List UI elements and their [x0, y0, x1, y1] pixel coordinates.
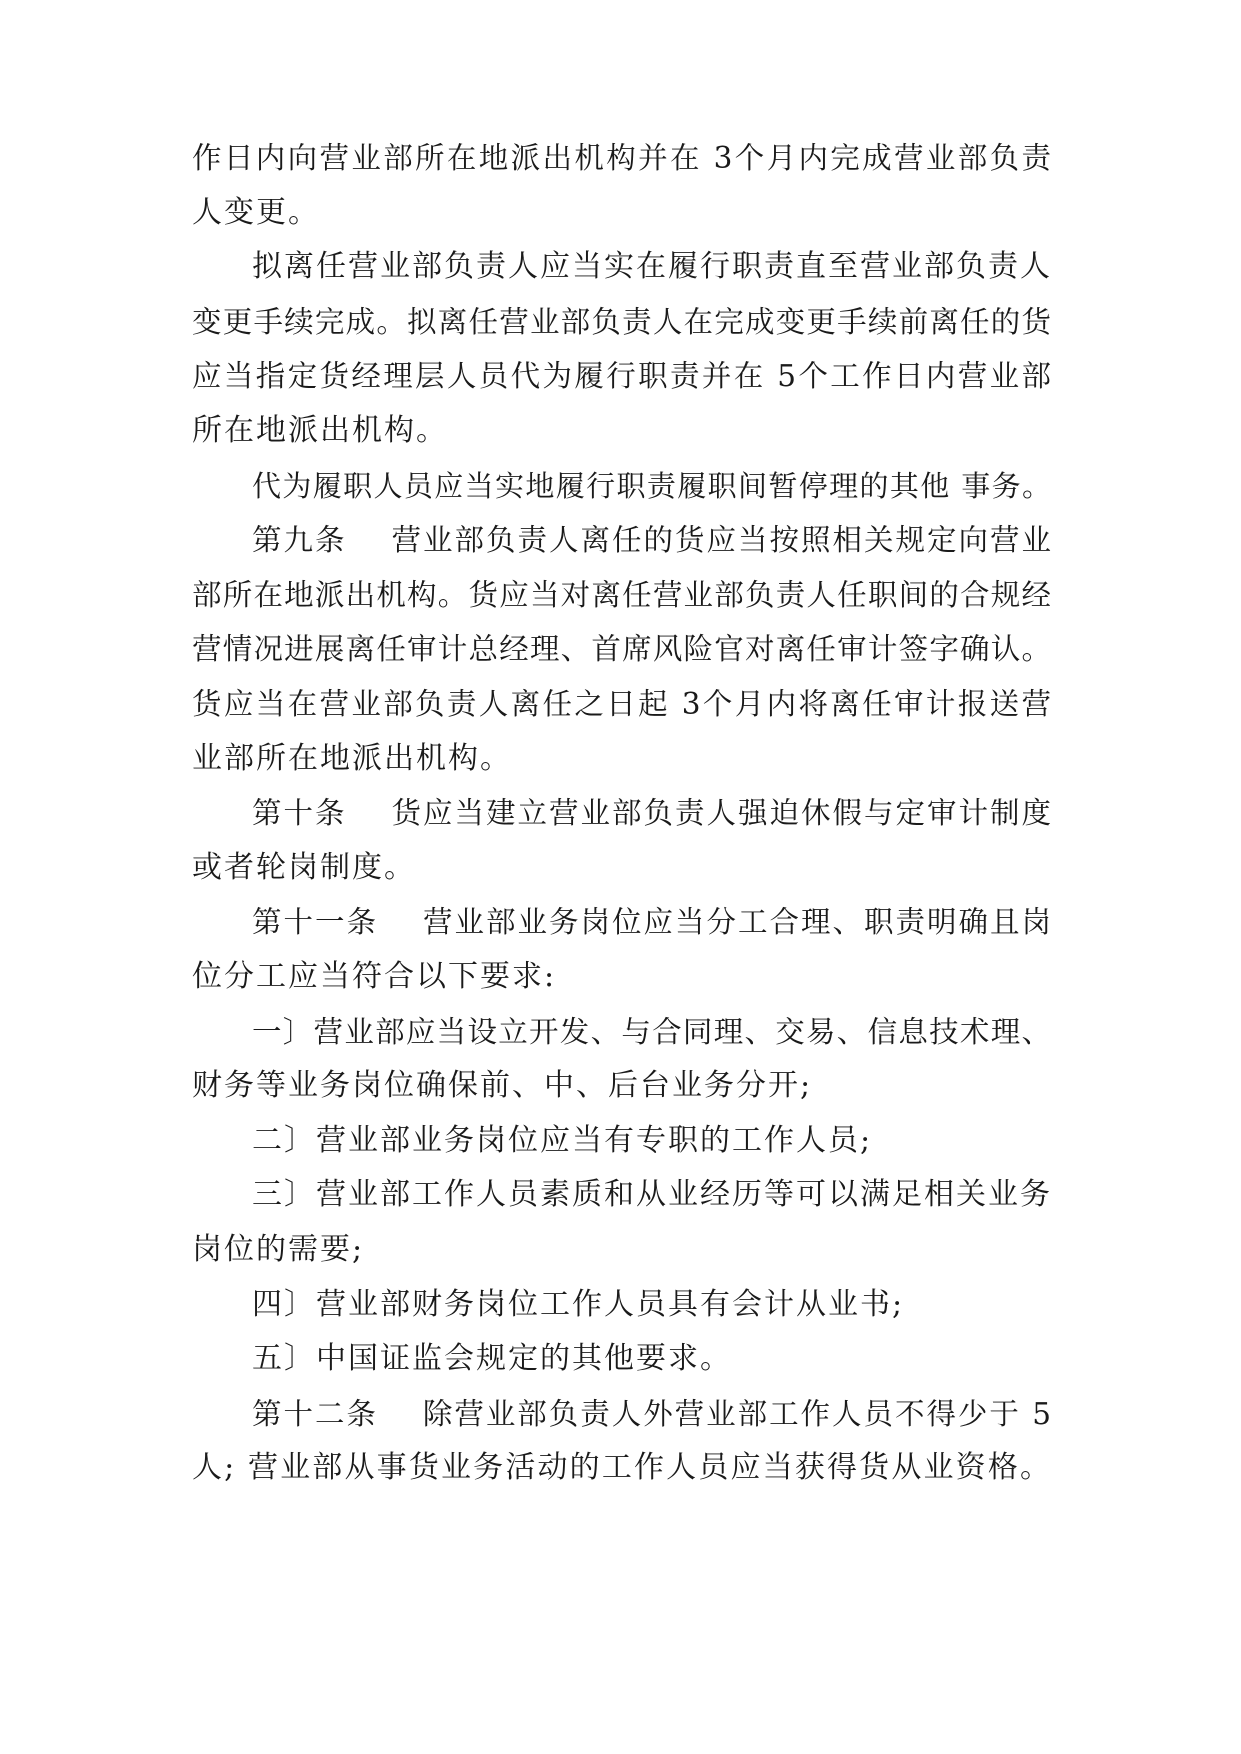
- text-line: [192, 959, 1052, 995]
- text-line: [192, 140, 1052, 176]
- text-line: [252, 1341, 1052, 1377]
- text-line: [252, 1123, 1052, 1159]
- text-line: [192, 358, 1052, 394]
- line-text: 货应当在营业部负责人离任之日起 3个月内将离任审计报送营: [192, 687, 1052, 721]
- line-text: 二〕营业部业务岗位应当有专职的工作人员;: [252, 1122, 873, 1158]
- text-line: [192, 1068, 1052, 1104]
- line-text: 业部所在地派出机构。: [192, 740, 512, 776]
- line-text: 代为履职人员应当实地履行职责履职间暂停理的其他 事务。: [252, 468, 1052, 503]
- line-text: 应当指定货经理层人员代为履行职责并在 5个工作日内营业部: [192, 359, 1052, 394]
- line-text: 部所在地派出机构。货应当对离任营业部负责人任职间的合规经: [192, 577, 1052, 612]
- article-number: 第十二条: [252, 1396, 378, 1431]
- text-line: [252, 468, 1052, 504]
- text-line: [192, 686, 1052, 722]
- line-text: 营情况进展离任审计总经理、首席风险官对离任审计签字确认。: [192, 632, 1052, 667]
- line-text: 所在地派出机构。: [192, 413, 448, 448]
- line-text: 位分工应当符合以下要求:: [192, 959, 557, 994]
- line-text: 或者轮岗制度。: [192, 849, 416, 885]
- line-text: 人; 营业部从事货业务活动的工作人员应当获得货从业资格。: [192, 1450, 1052, 1486]
- text-line: [192, 577, 1052, 613]
- line-text: 一〕营业部应当设立开发、与合同理、交易、信息技术理、: [252, 1014, 1052, 1049]
- article-number: 第九条: [252, 523, 347, 558]
- text-line: [252, 1396, 1052, 1432]
- text-line: [192, 195, 1052, 231]
- text-line: [252, 522, 1052, 558]
- text-line: [192, 850, 1052, 886]
- text-line: [252, 1014, 1052, 1050]
- article-text: 除营业部负责人外营业部工作人员不得少于 5: [421, 1396, 1052, 1431]
- text-line: [252, 1177, 1052, 1213]
- text-line: [252, 1287, 1052, 1323]
- text-line: [252, 795, 1052, 831]
- line-text: 拟离任营业部负责人应当实在履行职责直至营业部负责人: [252, 249, 1052, 285]
- line-text: 岗位的需要;: [192, 1232, 365, 1267]
- article-text: 货应当建立营业部负责人强迫休假与定审计制度: [390, 796, 1052, 831]
- article-text: 营业部业务岗位应当分工合理、职责明确且岗: [422, 905, 1052, 940]
- article-number: 第十一条: [252, 905, 378, 940]
- text-line: [252, 249, 1052, 285]
- text-line: [252, 904, 1052, 940]
- line-text: 三〕营业部工作人员素质和从业经历等可以满足相关业务: [252, 1177, 1052, 1213]
- line-text: 四〕营业部财务岗位工作人员具有会计从业书;: [252, 1286, 905, 1322]
- article-text: 营业部负责人离任的货应当按照相关规定向营业: [390, 523, 1052, 558]
- text-line: [192, 1450, 1052, 1486]
- line-text: 五〕中国证监会规定的其他要求。: [252, 1341, 732, 1377]
- article-number: 第十条: [252, 796, 347, 831]
- text-line: [192, 304, 1052, 340]
- text-line: [192, 631, 1052, 667]
- text-line: [192, 413, 1052, 449]
- text-line: [192, 1232, 1052, 1268]
- line-text: 人变更。: [192, 194, 320, 230]
- line-text: 财务等业务岗位确保前、中、后台业务分开;: [192, 1068, 813, 1104]
- line-text: 变更手续完成。拟离任营业部负责人在完成变更手续前离任的货: [192, 304, 1052, 339]
- text-line: [192, 741, 1052, 777]
- line-text: 作日内向营业部所在地派出机构并在 3个月内完成营业部负责: [192, 141, 1052, 175]
